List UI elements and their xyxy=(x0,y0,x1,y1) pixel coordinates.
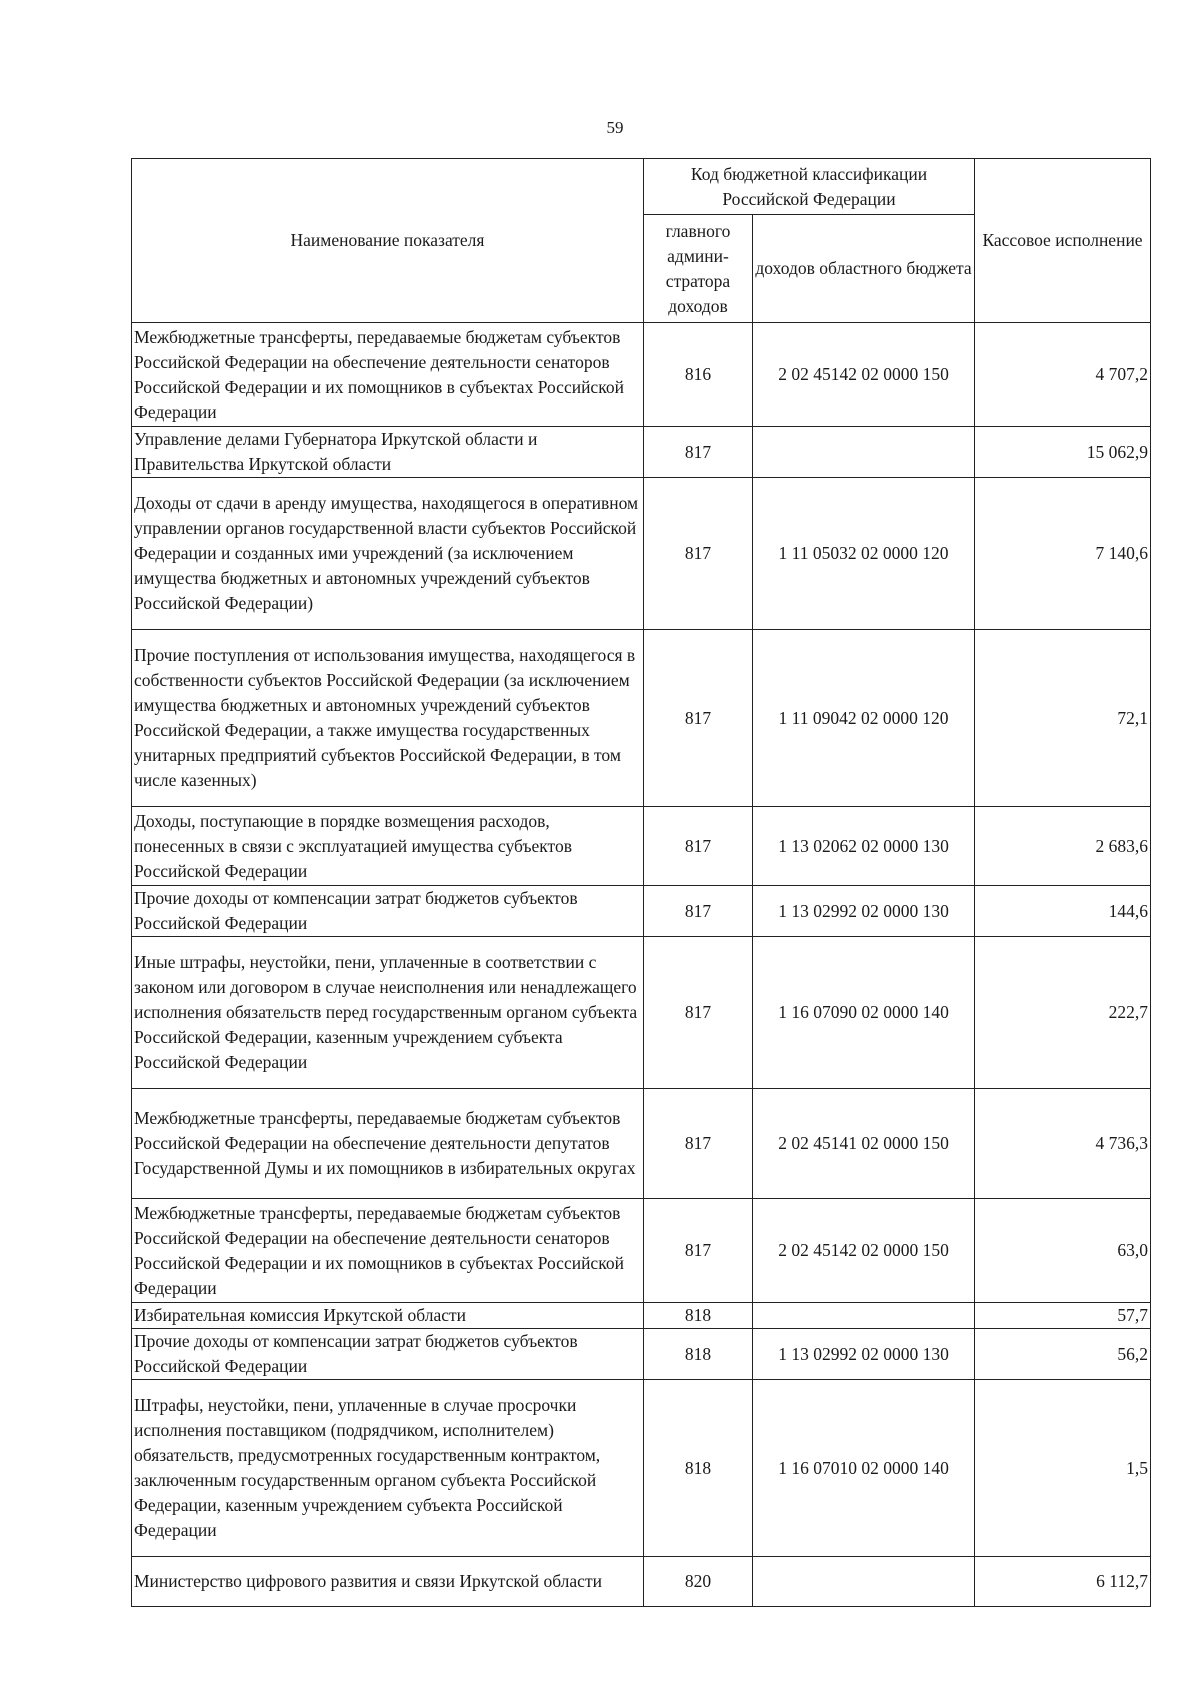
header-code-group: Код бюджетной классификации Российской Федерации xyxy=(644,159,975,215)
table-row xyxy=(132,630,1151,807)
table-row xyxy=(132,1303,1151,1329)
table-row xyxy=(132,886,1151,937)
row-admin-code: 817 xyxy=(644,630,753,807)
page-number: 59 xyxy=(606,118,624,137)
row-admin-code: 817 xyxy=(644,807,753,886)
row-admin-code: 817 xyxy=(644,1199,753,1303)
table-row xyxy=(132,427,1151,478)
header-name-col: Наименование показателя xyxy=(132,159,644,323)
row-amount: 57,7 xyxy=(975,1303,1151,1329)
table-row xyxy=(132,1329,1151,1380)
table-row xyxy=(132,937,1151,1089)
row-admin-code: 816 xyxy=(644,323,753,427)
row-revenue-code: 1 13 02992 02 0000 130 xyxy=(753,886,975,937)
row-revenue-code: 1 11 09042 02 0000 120 xyxy=(753,630,975,807)
row-admin-code: 817 xyxy=(644,478,753,630)
row-name: Штрафы, неустойки, пени, уплаченные в случае просрочки исполнения поставщиком (подрядчиком, исполнителем) обязательств, предусмотренных государственным контрактом, заключенным государственным органом субъекта Российской Федерации, казенным учреждением субъекта Российской Федерации xyxy=(132,1380,644,1557)
header-admin-col: главного админи-стратора доходов xyxy=(644,215,753,323)
row-amount: 63,0 xyxy=(975,1199,1151,1303)
row-admin-code: 817 xyxy=(644,427,753,478)
row-name: Межбюджетные трансферты, передаваемые бюджетам субъектов Российской Федерации на обеспечение деятельности депутатов Государственной Думы и их помощников в избирательных округах xyxy=(132,1089,644,1199)
row-amount: 222,7 xyxy=(975,937,1151,1089)
row-revenue-code xyxy=(753,1557,975,1607)
row-name: Иные штрафы, неустойки, пени, уплаченные в соответствии с законом или договором в случае неисполнения или ненадлежащего исполнения обязательств перед государственным органом субъекта Российской Федерации, казенным учреждением субъекта Российской Федерации xyxy=(132,937,644,1089)
row-revenue-code: 1 13 02992 02 0000 130 xyxy=(753,1329,975,1380)
table-row xyxy=(132,1557,1151,1607)
table-row xyxy=(132,323,1151,427)
row-name: Доходы, поступающие в порядке возмещения расходов, понесенных в связи с эксплуатацией имущества субъектов Российской Федерации xyxy=(132,807,644,886)
row-admin-code: 818 xyxy=(644,1329,753,1380)
row-amount: 7 140,6 xyxy=(975,478,1151,630)
table-row xyxy=(132,1089,1151,1199)
row-amount: 6 112,7 xyxy=(975,1557,1151,1607)
header-revenue-col: доходов областного бюджета xyxy=(753,215,975,323)
row-admin-code: 817 xyxy=(644,1089,753,1199)
row-amount: 144,6 xyxy=(975,886,1151,937)
row-name: Межбюджетные трансферты, передаваемые бюджетам субъектов Российской Федерации на обеспечение деятельности сенаторов Российской Федерации и их помощников в субъектах Российской Федерации xyxy=(132,1199,644,1303)
row-revenue-code: 2 02 45141 02 0000 150 xyxy=(753,1089,975,1199)
row-amount: 56,2 xyxy=(975,1329,1151,1380)
row-admin-code: 818 xyxy=(644,1303,753,1329)
table-header xyxy=(132,159,1151,323)
row-name: Прочие доходы от компенсации затрат бюджетов субъектов Российской Федерации xyxy=(132,1329,644,1380)
row-admin-code: 817 xyxy=(644,886,753,937)
row-amount: 4 707,2 xyxy=(975,323,1151,427)
row-revenue-code: 2 02 45142 02 0000 150 xyxy=(753,1199,975,1303)
table-row xyxy=(132,478,1151,630)
row-name: Межбюджетные трансферты, передаваемые бюджетам субъектов Российской Федерации на обеспечение деятельности сенаторов Российской Федерации и их помощников в субъектах Российской Федерации xyxy=(132,323,644,427)
row-amount: 15 062,9 xyxy=(975,427,1151,478)
row-revenue-code: 1 13 02062 02 0000 130 xyxy=(753,807,975,886)
row-amount: 72,1 xyxy=(975,630,1151,807)
row-admin-code: 818 xyxy=(644,1380,753,1557)
row-revenue-code: 1 16 07010 02 0000 140 xyxy=(753,1380,975,1557)
table-body xyxy=(132,323,1151,1607)
row-revenue-code: 1 11 05032 02 0000 120 xyxy=(753,478,975,630)
row-revenue-code: 2 02 45142 02 0000 150 xyxy=(753,323,975,427)
row-admin-code: 820 xyxy=(644,1557,753,1607)
header-amount-col: Кассовое исполнение xyxy=(975,159,1151,323)
row-admin-code: 817 xyxy=(644,937,753,1089)
row-amount: 2 683,6 xyxy=(975,807,1151,886)
row-amount: 4 736,3 xyxy=(975,1089,1151,1199)
row-name: Прочие поступления от использования имущества, находящегося в собственности субъектов Российской Федерации (за исключением имущества бюджетных и автономных учреждений субъектов Российской Федерации, а также имущества государственных унитарных предприятий субъектов Российской Федерации, в том числе казенных) xyxy=(132,630,644,807)
row-name: Избирательная комиссия Иркутской области xyxy=(132,1303,644,1329)
row-revenue-code: 1 16 07090 02 0000 140 xyxy=(753,937,975,1089)
budget-table xyxy=(131,158,1151,1607)
table-row xyxy=(132,1199,1151,1303)
row-name: Министерство цифрового развития и связи Иркутской области xyxy=(132,1557,644,1607)
row-name: Прочие доходы от компенсации затрат бюджетов субъектов Российской Федерации xyxy=(132,886,644,937)
table-row xyxy=(132,807,1151,886)
row-revenue-code xyxy=(753,427,975,478)
table-row xyxy=(132,1380,1151,1557)
row-revenue-code xyxy=(753,1303,975,1329)
row-name: Управление делами Губернатора Иркутской области и Правительства Иркутской области xyxy=(132,427,644,478)
row-amount: 1,5 xyxy=(975,1380,1151,1557)
row-name: Доходы от сдачи в аренду имущества, находящегося в оперативном управлении органов государственной власти субъектов Российской Федерации и созданных ими учреждений (за исключением имущества бюджетных и автономных учреждений субъектов Российской Федерации) xyxy=(132,478,644,630)
